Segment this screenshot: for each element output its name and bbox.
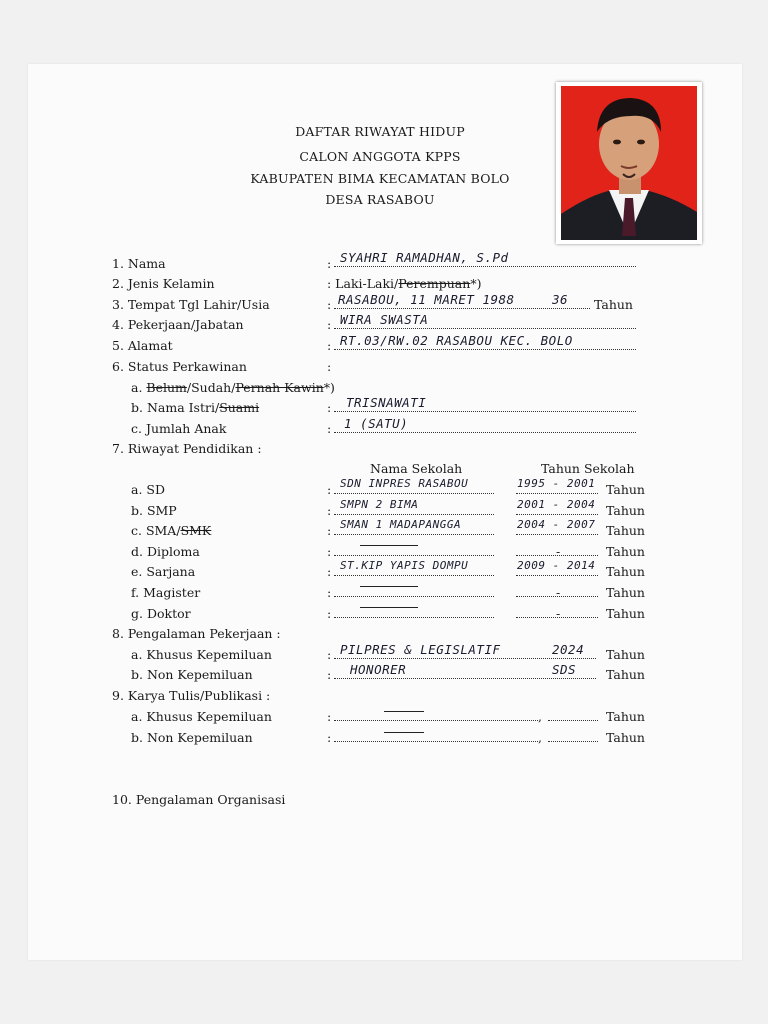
column-header-tahun: Tahun Sekolah: [541, 461, 635, 476]
education-level: e. Sarjana: [131, 564, 196, 579]
field-label-status: 6. Status Perkawinan: [112, 359, 247, 374]
section-pendidikan: 7. Riwayat Pendidikan :: [112, 441, 262, 456]
fill-line: [334, 432, 636, 433]
unit-tahun: Tahun: [606, 606, 645, 621]
education-level: a. SD: [131, 482, 165, 497]
year-separator: -: [556, 544, 561, 559]
unit-tahun: Tahun: [606, 523, 645, 538]
unit-tahun: Tahun: [594, 297, 633, 312]
education-school: SDN INPRES RASABOU: [340, 477, 469, 490]
unit-tahun: Tahun: [606, 585, 645, 600]
value-nama: SYAHRI RAMADHAN, S.Pd: [340, 250, 509, 265]
fill-line: [334, 349, 636, 350]
fill-line: [334, 575, 494, 576]
blank-mark: [360, 607, 418, 608]
fill-line: [334, 596, 494, 597]
section-pengalaman: 8. Pengalaman Pekerjaan :: [112, 626, 281, 641]
value-pekerjaan: WIRA SWASTA: [340, 312, 429, 327]
education-level: d. Diploma: [131, 544, 200, 559]
unit-tahun: Tahun: [606, 564, 645, 579]
fill-line: [334, 328, 636, 329]
value-ttl: RASABOU, 11 MARET 1988: [338, 292, 515, 307]
fill-line: [334, 514, 494, 515]
education-level: c. SMA/SMK: [131, 523, 212, 538]
unit-tahun: Tahun: [606, 544, 645, 559]
colon: :: [327, 317, 332, 332]
field-label-ttl: 3. Tempat Tgl Lahir/Usia: [112, 297, 270, 312]
title-line-1: DAFTAR RIWAYAT HIDUP: [295, 124, 465, 139]
unit-tahun: Tahun: [606, 667, 645, 682]
title-line-2: CALON ANGGOTA KPPS: [299, 149, 461, 164]
colon: :: [327, 523, 332, 538]
field-label-anak: c. Jumlah Anak: [131, 421, 227, 436]
title-line-3: KABUPATEN BIMA KECAMATAN BOLO: [250, 171, 510, 186]
value-pengalaman-non: HONORER: [350, 662, 407, 677]
value-pengalaman-khusus: PILPRES & LEGISLATIF: [340, 642, 501, 657]
unit-tahun: Tahun: [606, 482, 645, 497]
field-label-pekerjaan: 4. Pekerjaan/Jabatan: [112, 317, 244, 332]
blank-mark: [360, 586, 418, 587]
colon: :: [327, 709, 332, 724]
colon: :: [327, 585, 332, 600]
colon: :: [327, 421, 332, 436]
fill-line: [334, 555, 494, 556]
field-label-nama: 1. Nama: [112, 256, 166, 271]
unit-tahun: Tahun: [606, 503, 645, 518]
section-organisasi: 10. Pengalaman Organisasi: [112, 792, 286, 807]
value-alamat: RT.03/RW.02 RASABOU KEC. BOLO: [340, 333, 573, 348]
education-level: g. Doktor: [131, 606, 191, 621]
fill-line: [548, 741, 598, 742]
field-label-istri: b. Nama Istri/Suami: [131, 400, 260, 415]
colon: :: [327, 606, 332, 621]
column-header-sekolah: Nama Sekolah: [370, 461, 463, 476]
fill-line: [548, 720, 598, 721]
value-pengalaman-non-year: SDS: [552, 662, 577, 677]
comma: ,: [538, 730, 542, 745]
fill-line: [334, 658, 596, 659]
education-years: 2001 - 2004: [517, 498, 596, 511]
blank-mark: [384, 711, 424, 712]
fill-line: [334, 741, 538, 742]
fill-line: [516, 575, 598, 576]
fill-line: [334, 308, 590, 309]
blank-mark: [360, 545, 418, 546]
comma: ,: [538, 709, 542, 724]
education-level: f. Magister: [131, 585, 201, 600]
unit-tahun: Tahun: [606, 709, 645, 724]
colon: :: [327, 647, 332, 662]
education-years: 1995 - 2001: [517, 477, 596, 490]
field-label-karya-khusus: a. Khusus Kepemiluan: [131, 709, 272, 724]
fill-line: [516, 493, 598, 494]
value-anak: 1 (SATU): [344, 416, 409, 431]
colon: :: [327, 482, 332, 497]
colon: :: [327, 338, 332, 353]
value-istri: TRISNAWATI: [346, 395, 427, 410]
value-pengalaman-khusus-year: 2024: [552, 642, 585, 657]
field-label-non-kepemiluan: b. Non Kepemiluan: [131, 667, 253, 682]
fill-line: [516, 514, 598, 515]
unit-tahun: Tahun: [606, 647, 645, 662]
section-karya: 9. Karya Tulis/Publikasi :: [112, 688, 271, 703]
year-separator: -: [556, 606, 561, 621]
colon: :: [327, 503, 332, 518]
unit-tahun: Tahun: [606, 730, 645, 745]
fill-line: [334, 266, 636, 267]
field-label-jenis-kelamin: 2. Jenis Kelamin: [112, 276, 215, 291]
colon: :: [327, 667, 332, 682]
status-options: a. Belum/Sudah/Pernah Kawin*): [131, 380, 335, 395]
field-label-alamat: 5. Alamat: [112, 338, 173, 353]
colon: :: [327, 359, 332, 374]
fill-line: [334, 534, 494, 535]
education-school: SMAN 1 MADAPANGGA: [340, 518, 462, 531]
education-years: 2009 - 2014: [517, 559, 596, 572]
fill-line: [334, 720, 538, 721]
colon: :: [327, 297, 332, 312]
fill-line: [334, 678, 596, 679]
fill-line: [334, 493, 494, 494]
fill-line: [334, 411, 636, 412]
colon: :: [327, 564, 332, 579]
field-label-khusus-kepemiluan: a. Khusus Kepemiluan: [131, 647, 272, 662]
field-label-karya-non: b. Non Kepemiluan: [131, 730, 253, 745]
colon: :: [327, 730, 332, 745]
education-school: SMPN 2 BIMA: [340, 498, 419, 511]
title-line-4: DESA RASABOU: [325, 192, 435, 207]
value-jenis-kelamin: : Laki-Laki/Perempuan*): [327, 276, 482, 291]
colon: :: [327, 544, 332, 559]
blank-mark: [384, 732, 424, 733]
fill-line: [334, 617, 494, 618]
value-usia: 36: [552, 292, 569, 307]
education-school: ST.KIP YAPIS DOMPU: [340, 559, 469, 572]
year-separator: -: [556, 585, 561, 600]
colon: :: [327, 400, 332, 415]
fill-line: [516, 534, 598, 535]
colon: :: [327, 256, 332, 271]
education-level: b. SMP: [131, 503, 177, 518]
education-years: 2004 - 2007: [517, 518, 596, 531]
